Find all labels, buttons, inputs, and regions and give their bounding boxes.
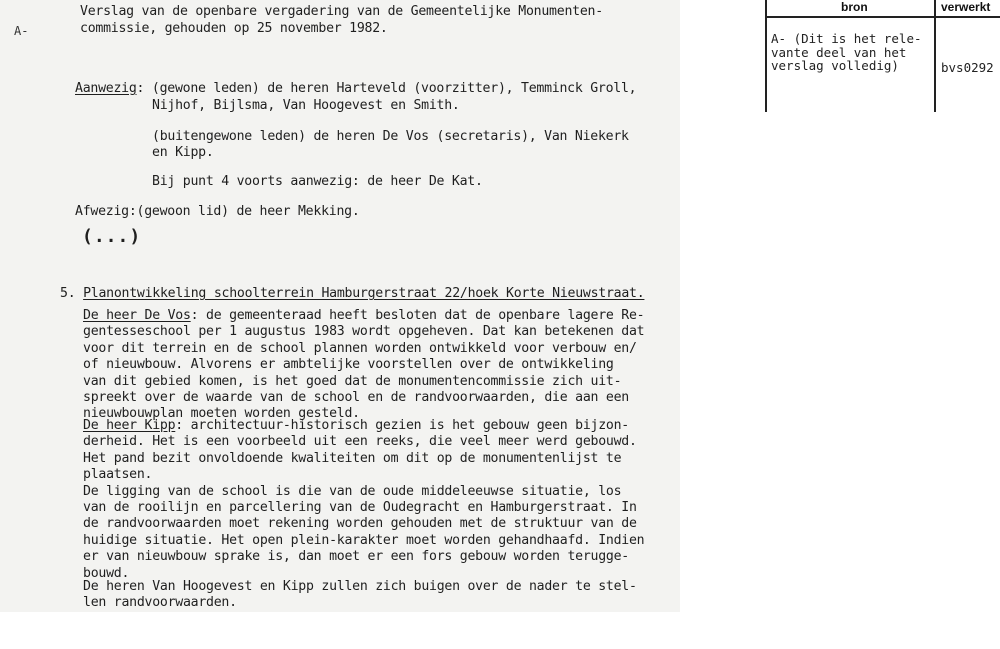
kipp-text: : architectuur-historisch gezien is het gebouw geen bijzon- (175, 418, 629, 433)
report-title-line-1: Verslag van de openbare vergadering van de Gemeentelijke Monumenten- (80, 4, 603, 19)
kipp-first-line (83, 418, 629, 434)
kipp-line: Het pand bezit onvoldoende kwaliteiten om dit op de monumentenlijst te (83, 450, 622, 466)
extraordinary-members-line-1: (buitengewone leden) de heren De Vos (secretaris), Van Niekerk (152, 129, 629, 144)
item-number: 5. (60, 286, 76, 301)
present-line-2: Nijhof, Bijlsma, Van Hoogevest en Smith. (152, 98, 460, 113)
devos-line: spreekt over de waarde van de school en de randvoorwaarden, die aan een (83, 390, 629, 405)
bron-cell-line: verslag volledig) (771, 58, 899, 74)
devos-line: voor dit terrein en de school plannen worden ontwikkeld voor verbouw en/ (83, 340, 637, 356)
devos-line: of nieuwbouw. Alvorens er ambtelijke voorstellen over de ontwikkeling (83, 357, 614, 373)
kipp-line: er van nieuwbouw sprake is, dan moet er een fors gebouw worden terugge- (83, 549, 629, 565)
absent-line: Afwezig:(gewoon lid) de heer Mekking. (75, 204, 360, 219)
item-title: Planontwikkeling schoolterrein Hamburgerstraat 22/hoek Korte Nieuwstraat. (83, 286, 645, 301)
report-title-line-2: commissie, gehouden op 25 november 1982. (80, 21, 388, 36)
bron-cell-line: vante deel van het (771, 44, 907, 60)
kipp-line: len randvoorwaarden. (83, 595, 237, 610)
verwerkt-column-header: verwerkt (941, 0, 991, 14)
kipp-line: huidige situatie. Het open plein-karakter moet worden gehandhaafd. Indien (83, 532, 645, 548)
speaker-de-vos: De heer De Vos (83, 308, 191, 323)
point4-attendance: Bij punt 4 voorts aanwezig: de heer De Kat. (152, 174, 483, 189)
present-label: Aanwezig (75, 81, 137, 96)
kipp-line: de randvoorwaarden moet rekening worden gehouden met de struktuur van de (83, 516, 637, 532)
bron-cell-line: A- (Dit is het rele- (771, 31, 922, 46)
header-rule (765, 16, 1000, 18)
kipp-line: bouwd. (83, 565, 130, 581)
source-table (765, 0, 1000, 112)
extraordinary-members-line-2: en Kipp. (152, 145, 214, 160)
kipp-line: De ligging van de school is die van de oude middeleeuwse situatie, los (83, 483, 622, 499)
present-text: : (gewone leden) de heren Harteveld (voorzitter), Temminck Groll, (136, 81, 637, 96)
table-left-border (765, 0, 767, 112)
kipp-line: De heren Van Hoogevest en Kipp zullen zich buigen over de nader te stel- (83, 579, 637, 594)
devos-line: gentesseschool per 1 augustus 1983 wordt opgeheven. Dat kan betekenen dat (83, 324, 645, 340)
verwerkt-cell: bvs0292 (941, 60, 994, 75)
bron-column-header: bron (841, 0, 868, 14)
devos-first-line (83, 308, 644, 324)
agenda-item-5 (60, 286, 644, 302)
column-divider (934, 0, 936, 112)
omission-marker: (...) (82, 226, 142, 247)
margin-label: A- (14, 24, 29, 38)
kipp-line: van de rooilijn en parcellering van de Oudegracht en Hamburgerstraat. In (83, 500, 637, 515)
devos-text: : de gemeenteraad heeft besloten dat de openbare lagere Re- (190, 308, 645, 323)
devos-line: nieuwbouwplan moeten worden gesteld. (83, 406, 360, 422)
present-line-1 (75, 81, 636, 97)
speaker-kipp: De heer Kipp (83, 418, 176, 433)
kipp-line: plaatsen. (83, 467, 153, 483)
devos-line: van dit gebied komen, is het goed dat de monumentencommissie zich uit- (83, 373, 622, 389)
kipp-line: derheid. Het is een voorbeeld uit een reeks, die veel meer werd gebouwd. (83, 434, 637, 450)
